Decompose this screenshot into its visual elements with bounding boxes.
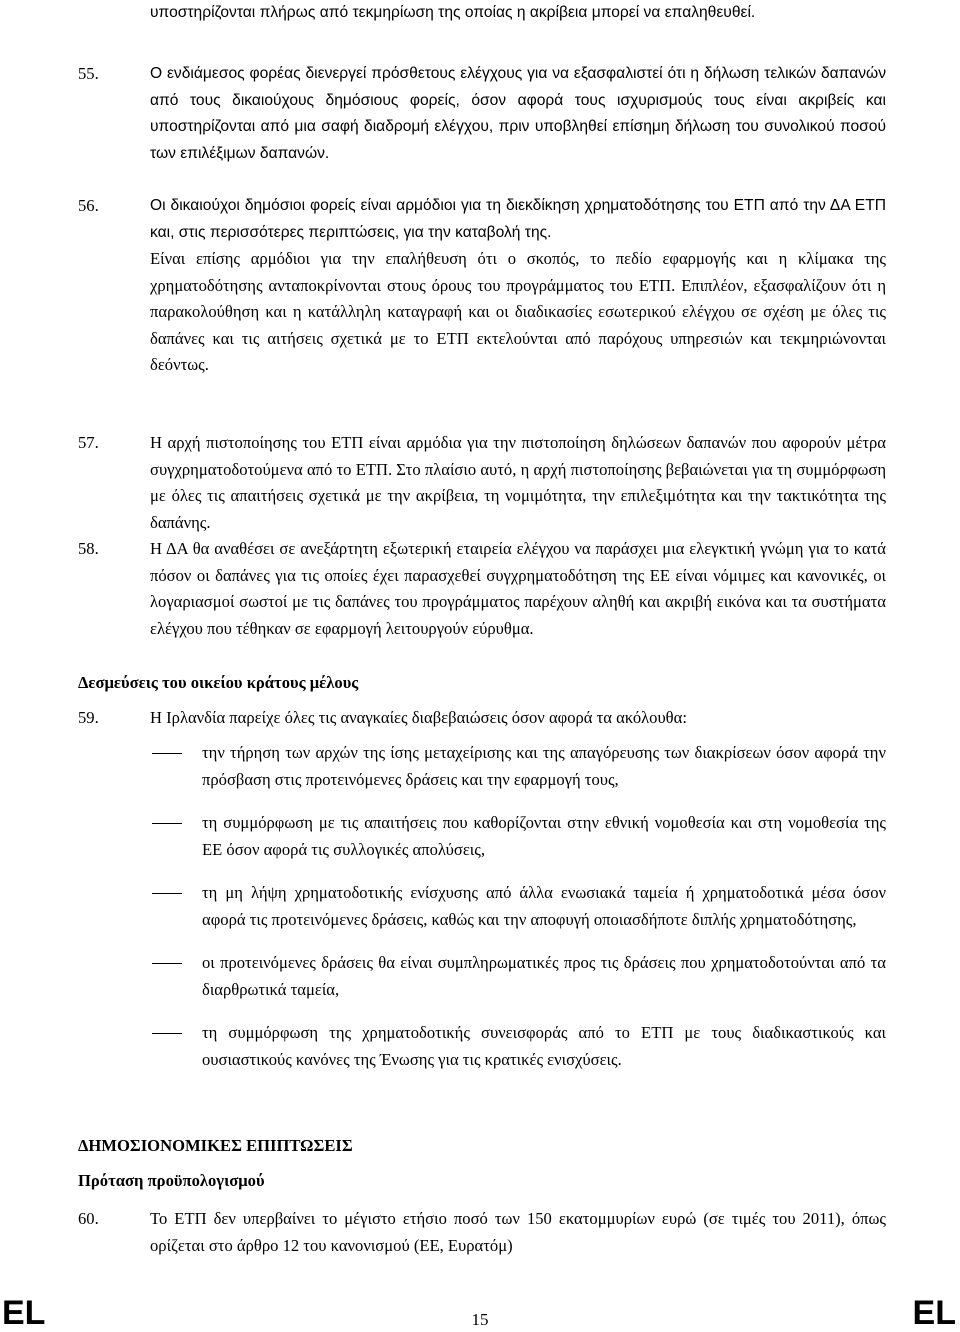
paragraph-56 (78, 193, 886, 379)
paragraph-text: Ο ενδιάμεσος φορέας διενεργεί πρόσθετους ελέγχους για να εξασφαλιστεί ότι η δήλωση τελικών δαπανών από τους δικαιούχους δημόσιους φορείς, όσον αφορά τους ισχυρισμούς τους είναι ακριβείς και υποστηρίζονται από μια σαφή διαδρομή ελέγχου, πριν υποβληθεί επίσημη δήλωση του συνολικού ποσού των επιλέξιμων δαπανών. (150, 65, 886, 162)
list-item-text: τη συμμόρφωση με τις απαιτήσεις που καθορίζονται στην εθνική νομοθεσία και στη νομοθεσία της ΕΕ όσον αφορά τις συλλογικές απολύσεις, (202, 813, 886, 859)
assurance-list (150, 740, 886, 1073)
commitments-heading: Δεσμεύσεις του οικείου κράτους μέλους (78, 673, 359, 692)
paragraph-59 (78, 705, 886, 732)
dash-bullet (152, 963, 182, 964)
page-number: 15 (471, 1310, 489, 1329)
list-item (150, 1020, 886, 1073)
paragraph-text-sans: Οι δικαιούχοι δημόσιοι φορείς είναι αρμόδιοι για τη διεκδίκηση χρηματοδότησης του ΕΤΠ από την ΔΑ ΕΤΠ και, στις περισσότερες περιπτώσεις, για την καταβολή της. (150, 197, 886, 241)
paragraph-number: 58. (78, 539, 99, 558)
dash-bullet (152, 893, 182, 894)
paragraph-number: 60. (78, 1209, 99, 1228)
paragraph-number: 55. (78, 64, 99, 83)
paragraph-text: Είναι επίσης αρμόδιοι για την επαλήθευση ότι ο σκοπός, το πεδίο εφαρμογής και η κλίμακα της χρηματοδότησης ανταποκρίνονται στους όρους του προγράμματος του ΕΤΠ. Επιπλέον, εξασφαλίζουν ότι η παρακολούθηση και η κατάλληλη καταγραφή και οι διαδικασίες εσωτερικού ελέγχου σε σχέση με όλες τις δαπάνες και τις αιτήσεις σχετικά με το ΕΤΠ εκτελούνται από παρόχους υπηρεσιών και τεκμηριώνονται δεόντως. (150, 249, 886, 374)
footer-language-right: EL (912, 1294, 956, 1332)
dash-bullet (152, 1033, 182, 1034)
paragraph-57 (78, 430, 886, 536)
proposal-heading: Πρόταση προϋπολογισμού (78, 1171, 265, 1190)
footer-language-left: EL (2, 1294, 46, 1332)
paragraph-number: 57. (78, 433, 99, 452)
dash-bullet (152, 823, 182, 824)
list-item (150, 810, 886, 863)
list-item (150, 880, 886, 933)
paragraph-text: Το ΕΤΠ δεν υπερβαίνει το μέγιστο ετήσιο ποσό των 150 εκατομμυρίων ευρώ (σε τιμές του 2011), όπως ορίζεται στο άρθρο 12 του κανονισμού (ΕΕ, Ευρατόμ) (150, 1209, 886, 1255)
paragraph-text: Η Ιρλανδία παρείχε όλες τις αναγκαίες διαβεβαιώσεις όσον αφορά τα ακόλουθα: (150, 708, 687, 727)
list-item-text: τη συμμόρφωση της χρηματοδοτικής συνεισφοράς από το ΕΤΠ με τους διαδικαστικούς και ουσιαστικούς κανόνες της Ένωσης για τις κρατικές ενισχύσεις. (202, 1023, 886, 1069)
paragraph-55 (78, 61, 886, 167)
list-item (150, 740, 886, 793)
paragraph-number: 59. (78, 708, 99, 727)
list-item-text: την τήρηση των αρχών της ίσης μεταχείρισης και της απαγόρευσης των διακρίσεων όσον αφορά την πρόσβαση στις προτεινόμενες δράσεις και την εφαρμογή τους, (202, 743, 886, 789)
paragraph-60 (78, 1206, 886, 1259)
paragraph-text: Η αρχή πιστοποίησης του ΕΤΠ είναι αρμόδια για την πιστοποίηση δηλώσεων δαπανών που αφορούν μέτρα συγχρηματοδοτούμενα από το ΕΤΠ. Στο πλαίσιο αυτό, η αρχή πιστοποίησης βεβαιώνεται για τη συμμόρφωση με όλες τις απαιτήσεις σχετικά με την ακρίβεια, τη νομιμότητα, την επιλεξιμότητα και την τακτικότητα της δαπάνης. (150, 433, 886, 532)
list-item-text: οι προτεινόμενες δράσεις θα είναι συμπληρωματικές προς τις δράσεις που χρηματοδοτούνται από τα διαρθρωτικά ταμεία, (202, 953, 886, 999)
paragraph-58 (78, 536, 886, 642)
list-item-text: τη μη λήψη χρηματοδοτικής ενίσχυσης από άλλα ενωσιακά ταμεία ή χρηματοδοτικά μέσα όσον αφορά τις προτεινόμενες δράσεις, καθώς και την αποφυγή οποιασδήποτε διπλής χρηματοδότησης, (202, 883, 886, 929)
budget-heading: ΔΗΜΟΣΙΟΝΟΜΙΚΕΣ ΕΠΙΠΤΩΣΕΙΣ (78, 1136, 353, 1155)
paragraph-text: Η ΔΑ θα αναθέσει σε ανεξάρτητη εξωτερική εταιρεία ελέγχου να παράσχει μια ελεγκτική γνώμη για το κατά πόσον οι δαπάνες για τις οποίες έχει παρασχεθεί συγχρηματοδότηση της ΕΕ είναι νόμιμες και κανονικές, οι λογαριασμοί σωστοί με τις δαπάνες του προγράμματος παρέχουν αληθή και ακριβή εικόνα και τα συστήματα ελέγχου που τέθηκαν σε εφαρμογή λειτουργούν εύρυθμα. (150, 539, 886, 638)
dash-bullet (152, 753, 182, 754)
continuation-text: υποστηρίζονται πλήρως από τεκμηρίωση της οποίας η ακρίβεια μπορεί να επαληθευθεί. (150, 4, 756, 21)
paragraph-number: 56. (78, 196, 99, 215)
list-item (150, 950, 886, 1003)
